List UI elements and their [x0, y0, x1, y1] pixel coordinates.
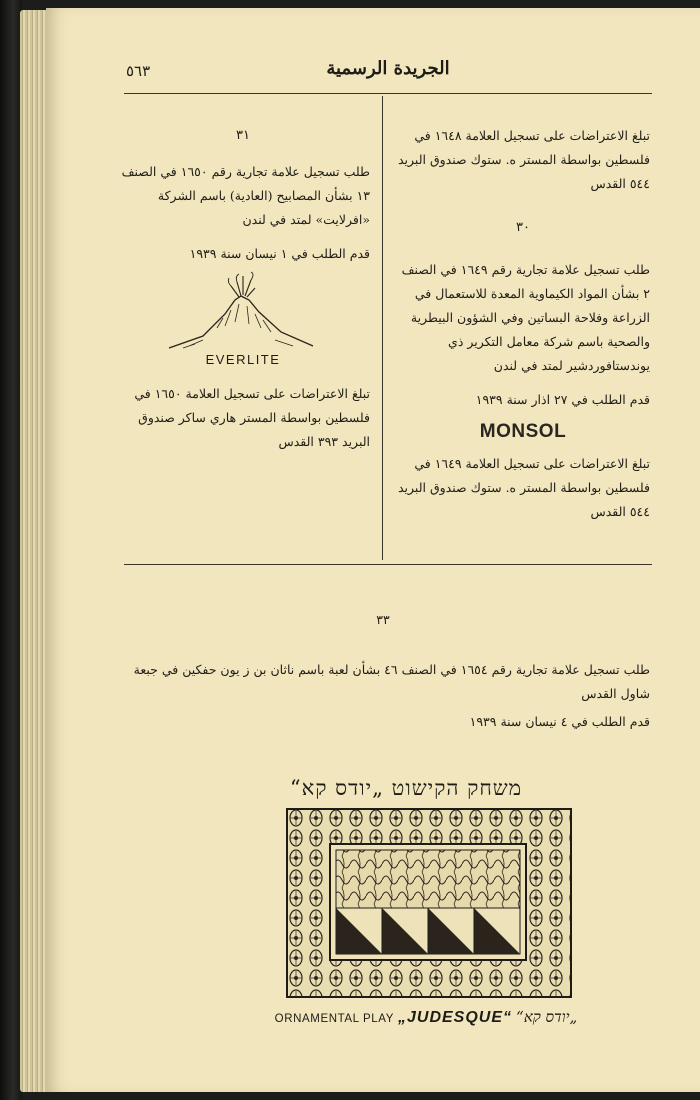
filed-date-1650: قدم الطلب في ١ نيسان سنة ١٩٣٩ [189, 246, 370, 261]
section-rule [124, 564, 652, 565]
monsol-trademark: MONSOL [479, 421, 567, 442]
caption-brand: „JUDESQUE“ [398, 1009, 513, 1026]
application-1649: طلب تسجيل علامة تجارية رقم ١٦٤٩ في الصنف ٢ بشأن المواد الكيماوية المعدة للاستعمال في الزراعة وفلاحة البساتين وفي الشؤون البيطرية والصحية باسم شركة معامل التكرير ذي يوندستافوردشير لمتد في لندن [401, 262, 650, 373]
page-header [126, 54, 650, 84]
application-1650: طلب تسجيل علامة تجارية رقم ١٦٥٠ في الصنف ١٣ بشأن المصابيح (العادية) باسم الشركة «افرلايت» لمتد في لندن [121, 164, 370, 227]
journal-title: الجريدة الرسمية [326, 58, 450, 79]
left-column [116, 124, 370, 454]
ornament-caption [246, 1008, 606, 1027]
filed-date-1654: قدم الطلب في ٤ نيسان سنة ١٩٣٩ [469, 714, 650, 729]
caption-latin: ORNAMENTAL PLAY [274, 1013, 394, 1025]
objection-1649: تبلغ الاعتراضات على تسجيل العلامة ١٦٤٩ في فلسطين بواسطة المستر ه. ستوك صندوق البريد ٥٤٤ القدس [397, 456, 650, 519]
entry-number-31: ٣١ [236, 128, 250, 143]
judesque-ornament-image [286, 808, 572, 998]
page-number: ٥٦٣ [126, 62, 151, 80]
gazette-page [46, 8, 700, 1092]
book-binding [0, 0, 22, 1100]
filed-date-1649: قدم الطلب في ٢٧ اذار سنة ١٩٣٩ [475, 392, 650, 407]
everlite-mark-text: EVERLITE [205, 352, 281, 367]
caption-hebrew: „יודס קא“ [516, 1008, 578, 1026]
everlite-trademark [158, 270, 328, 372]
entry-number-33: ٣٣ [376, 612, 390, 627]
entry-number-30: ٣٠ [516, 220, 530, 235]
hebrew-mark-caption: משחק הקישוט „יודס קא“ [289, 776, 523, 800]
application-1654: طلب تسجيل علامة تجارية رقم ١٦٥٤ في الصنف ٤٦ بشأن لعبة باسم ناثان بن ز يون حفكين في جبعة شاول القدس [133, 662, 650, 701]
right-column [396, 124, 650, 524]
objection-1648: تبلغ الاعتراضات على تسجيل العلامة ١٦٤٨ في فلسطين بواسطة المستر ه. ستوك صندوق البريد ٥٤٤ القدس [397, 128, 650, 191]
header-rule [124, 93, 652, 94]
objection-1650: تبلغ الاعتراضات على تسجيل العلامة ١٦٥٠ في فلسطين بواسطة المستر هاري ساكر صندوق البريد ٣٩٣ القدس [134, 386, 370, 449]
volcano-logo-icon [163, 270, 323, 352]
column-divider [382, 96, 383, 560]
